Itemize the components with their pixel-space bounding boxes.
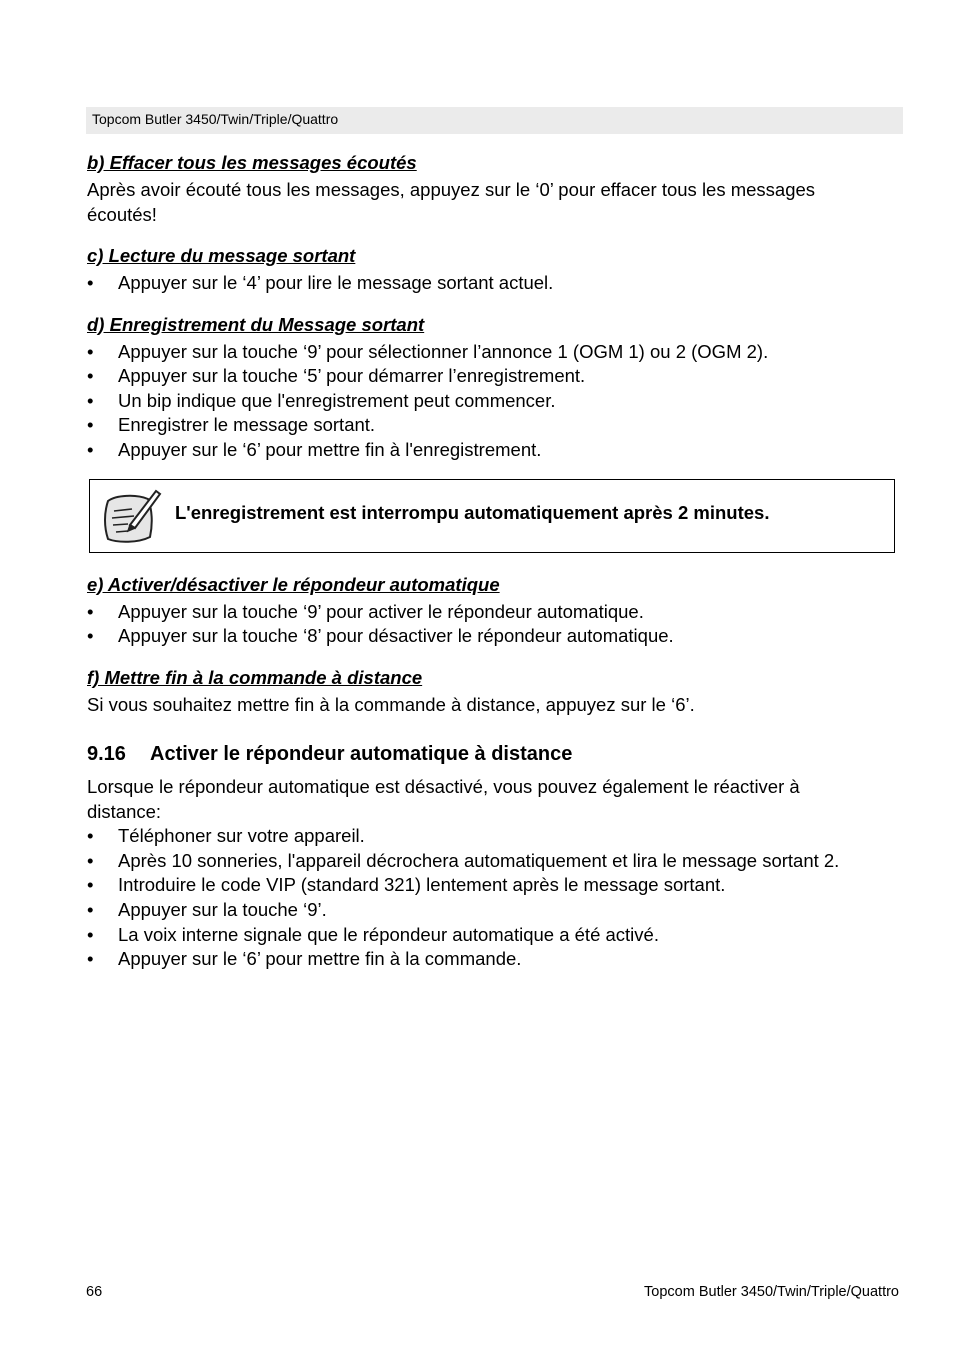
heading-b: b) Effacer tous les messages écoutés (87, 152, 417, 173)
heading-d: d) Enregistrement du Message sortant (87, 313, 425, 335)
header-title: Topcom Butler 3450/Twin/Triple/Quattro (92, 111, 339, 127)
list-item: • Appuyer sur le ‘4’ pour lire le message sortant actuel. (87, 271, 907, 296)
list-e (87, 600, 907, 649)
list-item: • Appuyer sur la touche ‘9’. (87, 898, 907, 923)
text-b-line2: écoutés! (87, 203, 157, 225)
list-item: • Appuyer sur la touche ‘9’ pour sélectionner l’annonce 1 (OGM 1) ou 2 (OGM 2). (87, 340, 907, 365)
list-d (87, 340, 907, 463)
note-text: L'enregistrement est interrompu automatiquement après 2 minutes. (175, 501, 770, 523)
page-content (87, 151, 907, 972)
heading-f: f) Mettre fin à la commande à distance (87, 666, 423, 688)
list-item: • Appuyer sur le ‘6’ pour mettre fin à la commande. (87, 947, 907, 972)
text-b-line1: Après avoir écouté tous les messages, appuyez sur le ‘0’ pour effacer tous les messages (87, 179, 816, 200)
intro-line1: Lorsque le répondeur automatique est désactivé, vous pouvez également le réactiver à (87, 776, 800, 798)
list-item: • La voix interne signale que le répondeur automatique a été activé. (87, 923, 907, 948)
list-c (87, 271, 907, 296)
list-item: • Appuyer sur le ‘6’ pour mettre fin à l'enregistrement. (87, 438, 907, 463)
list-item: • Appuyer sur la touche ‘5’ pour démarrer l’enregistrement. (87, 364, 907, 389)
heading-e: e) Activer/désactiver le répondeur automatique (87, 573, 500, 595)
list-item: • Appuyer sur la touche ‘9’ pour activer le répondeur automatique. (87, 600, 907, 625)
list-item: • Après 10 sonneries, l'appareil décrochera automatiquement et lira le message sortant 2. (87, 849, 907, 874)
note-pencil-icon (98, 485, 162, 549)
footer-product: Topcom Butler 3450/Twin/Triple/Quattro (644, 1284, 899, 1300)
text-f: Si vous souhaitez mettre fin à la commande à distance, appuyez sur le ‘6’. (87, 693, 695, 715)
list-item: • Introduire le code VIP (standard 321) lentement après le message sortant. (87, 873, 907, 898)
list-item: • Un bip indique que l'enregistrement peut commencer. (87, 389, 907, 414)
heading-c: c) Lecture du message sortant (87, 245, 356, 266)
intro-line2: distance: (87, 800, 162, 822)
note-box (89, 479, 895, 553)
section-heading (87, 741, 907, 767)
list-item: • Appuyer sur la touche ‘8’ pour désactiver le répondeur automatique. (87, 624, 907, 649)
list-item: • Téléphoner sur votre appareil. (87, 824, 907, 849)
section-number: 9.16 (87, 743, 126, 766)
list-item: • Enregistrer le message sortant. (87, 413, 907, 438)
section-title: Activer le répondeur automatique à distance (150, 743, 573, 766)
list-916 (87, 824, 907, 972)
running-header (86, 107, 903, 134)
page-number: 66 (86, 1284, 103, 1300)
